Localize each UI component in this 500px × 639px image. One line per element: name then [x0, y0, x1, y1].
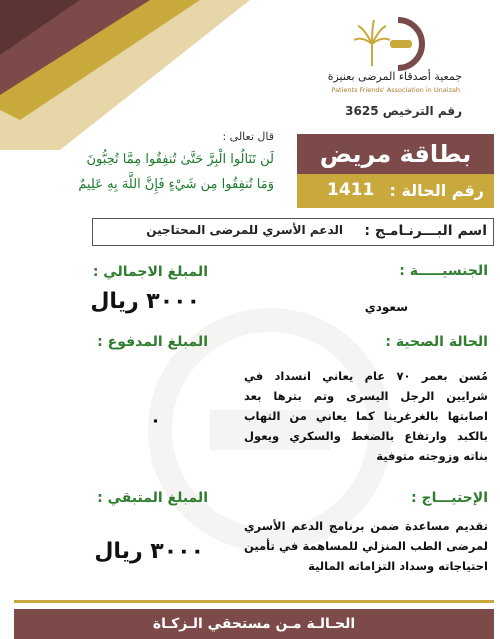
card-title: بطاقة مريض [297, 134, 494, 174]
footer-divider [14, 600, 494, 603]
need-text: تقديم مساعدة ضمن برنامج الدعم الأسري لمرضى الطب المنزلي للمساهمة في تأمين احتياجاته وسداد التزاماته المالية [244, 519, 488, 573]
verse-line-1: لَن تَنَالُوا الْبِرَّ حَتَّىٰ تُنفِقُوا مِمَّا تُحِبُّونَ [86, 152, 274, 167]
verse-line-2: وَمَا تُنفِقُوا مِن شَيْءٍ فَإِنَّ اللَّهَ بِهِ عَلِيمٌ [78, 177, 274, 192]
corner-decoration [0, 0, 250, 150]
association-logo [350, 14, 430, 74]
program-value: الدعم الأسري للمرضى المحتاجين [146, 223, 343, 237]
paid-amount-label: المبلغ المدفوع : [97, 334, 208, 350]
program-label: اسم البـــرنـامـج : [364, 223, 487, 239]
paid-amount-value: ٠ [150, 410, 161, 431]
license-number: رقم الترخيص 3625 [345, 104, 462, 118]
case-number-label: رقم الحالة : [389, 181, 484, 200]
organization-name-ar: جمعية أصدقاء المرضى بعنيزة [327, 70, 462, 83]
health-status-label: الحالة الصحية : [385, 334, 488, 350]
need-label: الإحتيـــاج : [411, 490, 488, 506]
total-amount-value: ٣٠٠٠ ريال [90, 289, 200, 314]
nationality-value: سعودي [364, 300, 408, 314]
verse-intro: قال تعالى : [222, 130, 274, 143]
zakat-eligibility-banner: الحـالـة مـن مستحقي الـزكـاة [14, 609, 494, 639]
health-status-text: مُسن بعمر ٧٠ عام يعاني انسداد في شرايين الرجل اليسرى وتم بترها بعد اصابتها بالغرغرينا كما يعاني من التهاب بالكبد وارتفاع بالضغط والسكري ويعول بناته وزوجته متوفية [244, 369, 488, 463]
case-number-value: 1411 [327, 180, 375, 200]
program-row [92, 218, 494, 246]
nationality-label: الجنسيـــــة : [399, 263, 488, 279]
remaining-amount-value: ٣٠٠٠ ريال [94, 539, 204, 564]
total-amount-label: المبلغ الاجمالي : [92, 264, 208, 280]
remaining-amount-label: المبلغ المتبقي : [97, 490, 208, 506]
organization-name-en: Patients Friends' Association in Unaizah [331, 86, 460, 94]
case-number-row [297, 174, 494, 208]
